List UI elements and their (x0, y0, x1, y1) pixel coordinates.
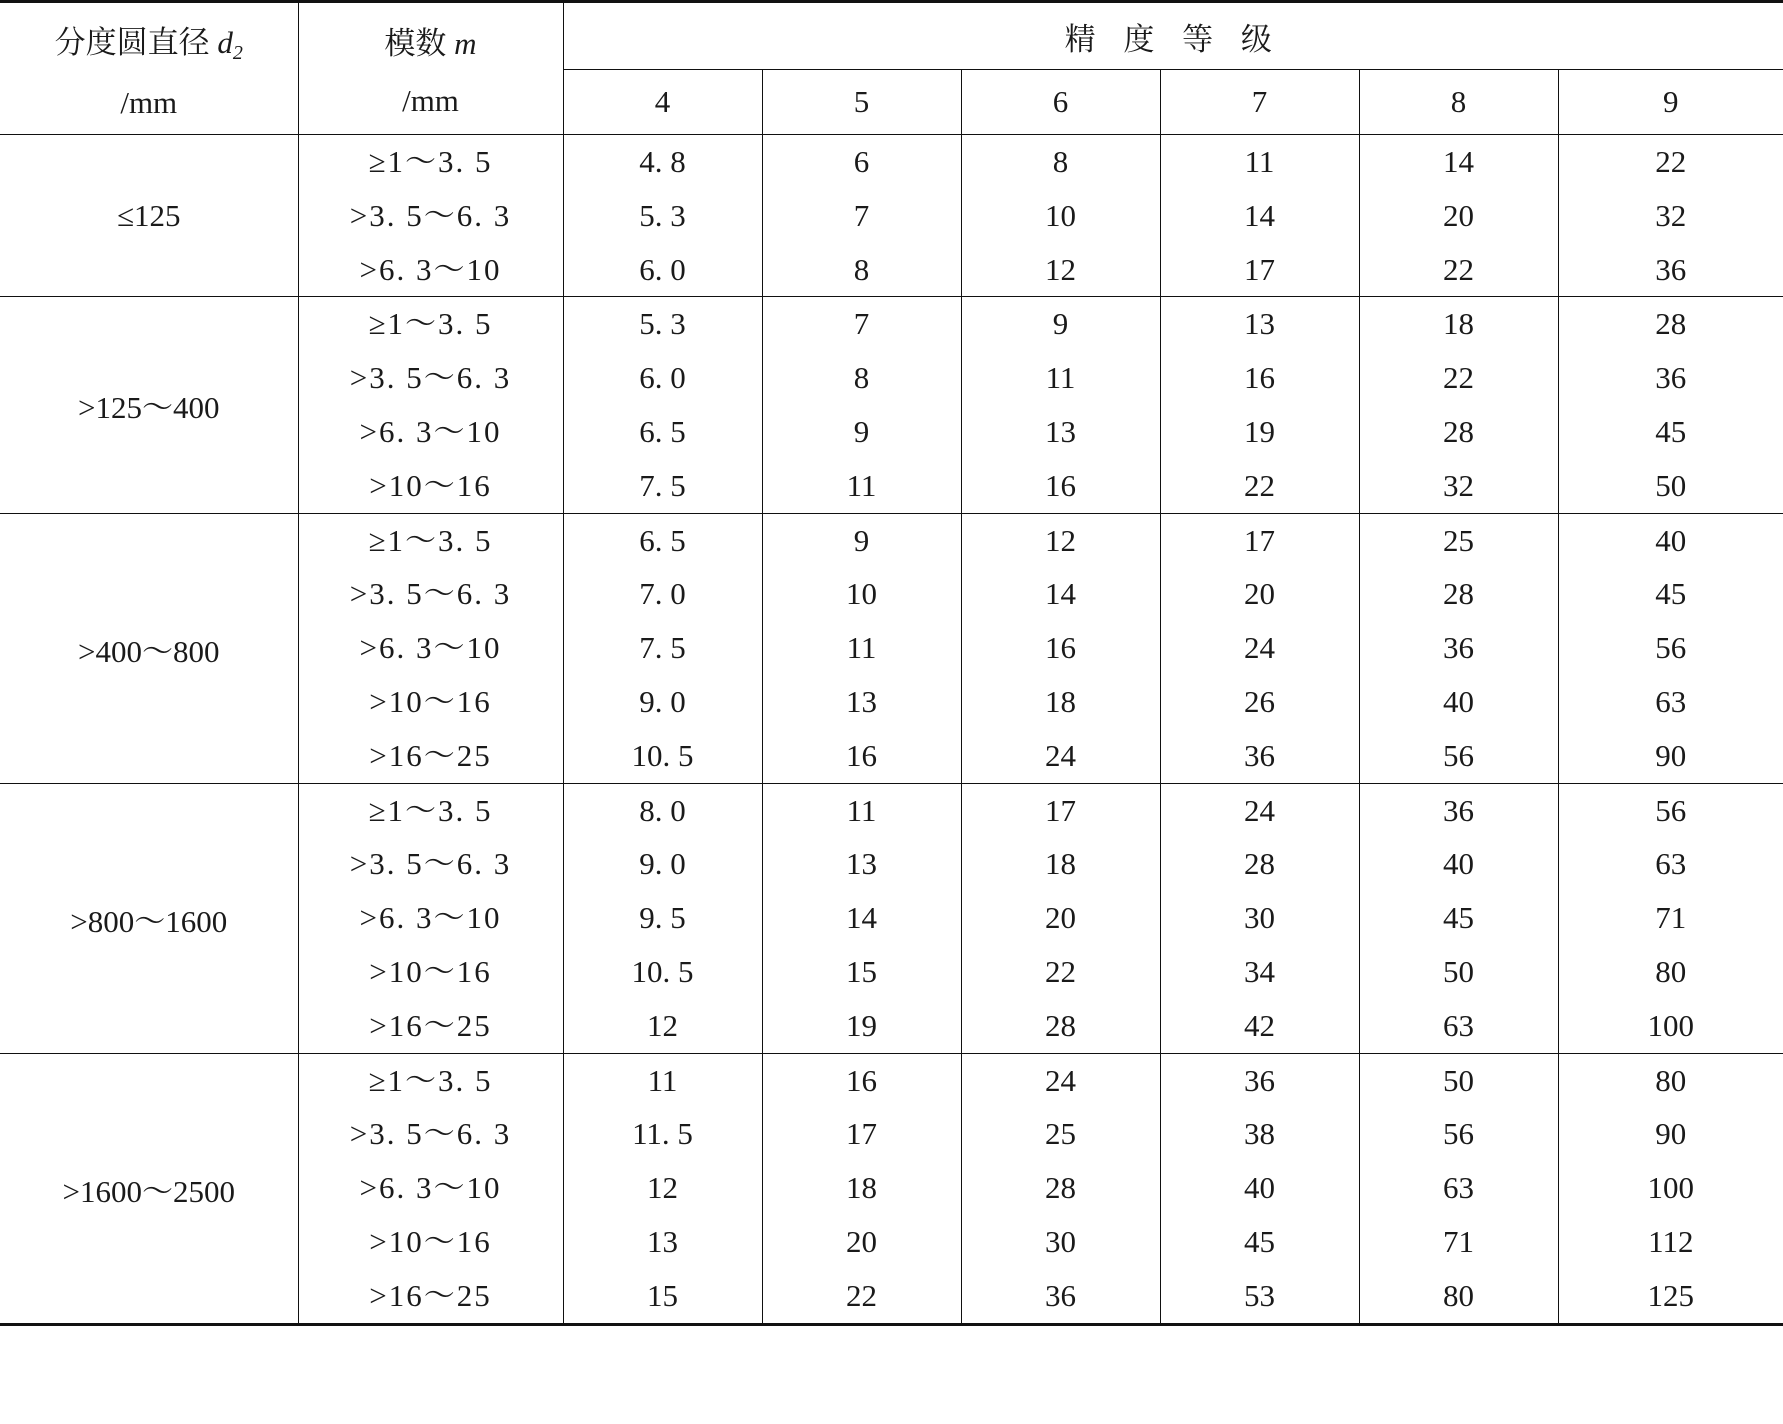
grade-6-stack (962, 297, 1160, 512)
grade-7-stack (1161, 784, 1359, 1053)
grade-5-value: 9 (853, 522, 870, 558)
grade-5-stack (763, 514, 961, 783)
table-row (0, 1053, 1783, 1324)
grade-8-value: 56 (1443, 737, 1474, 773)
module-range-value: >3. 5～6. 3 (349, 576, 512, 612)
grade-6-cell (961, 135, 1160, 297)
grade-9-value: 45 (1655, 576, 1687, 612)
grade-6-value: 24 (1045, 737, 1076, 773)
grade-5-cell (762, 135, 961, 297)
grade-8-value: 22 (1443, 360, 1474, 396)
grade-7-value: 24 (1244, 630, 1275, 666)
grade-8-cell (1359, 1053, 1558, 1324)
grade-9-stack (1559, 1054, 1783, 1323)
grade-9-value: 100 (1647, 1170, 1695, 1206)
grade-9-value: 45 (1655, 413, 1687, 449)
grade-4-value: 12 (647, 1170, 678, 1206)
diameter-cell: >400～800 (0, 513, 298, 783)
grade-9-value: 36 (1655, 360, 1687, 396)
module-range-value: ≥1～3. 5 (368, 522, 493, 558)
module-range-cell (298, 1053, 563, 1324)
grade-9-value: 56 (1655, 792, 1687, 828)
module-symbol: m (454, 26, 477, 61)
grade-4-value: 8. 0 (639, 792, 686, 828)
grade-6-cell (961, 297, 1160, 513)
diameter-cell: ≤125 (0, 135, 298, 297)
module-range-stack (299, 784, 563, 1053)
grade-7-value: 45 (1244, 1223, 1275, 1259)
grade-5-cell (762, 783, 961, 1053)
grade-4-stack (564, 135, 762, 296)
grade-header-6: 6 (961, 70, 1160, 135)
module-range-value: >6. 3～10 (359, 900, 502, 936)
module-range-value: ≥1～3. 5 (368, 792, 493, 828)
grade-5-value: 13 (846, 683, 877, 719)
grade-7-stack (1161, 135, 1359, 296)
module-range-value: >3. 5～6. 3 (349, 197, 512, 233)
grade-8-value: 71 (1443, 1223, 1474, 1259)
grade-8-value: 28 (1443, 413, 1474, 449)
grade-4-cell (563, 1053, 762, 1324)
grade-6-value: 28 (1045, 1170, 1076, 1206)
grade-9-stack (1559, 135, 1783, 296)
grade-6-value: 16 (1045, 630, 1076, 666)
grade-6-value: 25 (1045, 1116, 1076, 1152)
module-range-stack (299, 1054, 563, 1323)
grade-header-7: 7 (1160, 70, 1359, 135)
grade-7-value: 30 (1244, 900, 1275, 936)
grade-7-value: 11 (1244, 144, 1275, 179)
grade-6-value: 17 (1045, 792, 1076, 828)
table-body (0, 135, 1783, 1325)
module-range-cell (298, 513, 563, 783)
grade-8-value: 18 (1443, 306, 1474, 342)
grade-5-value: 14 (846, 900, 877, 936)
grade-5-value: 6 (853, 144, 870, 179)
module-range-value: >3. 5～6. 3 (349, 1116, 512, 1152)
table-row (0, 135, 1783, 297)
diameter-subscript: 2 (232, 41, 243, 64)
grade-4-value: 7. 5 (639, 630, 686, 666)
grade-7-value: 19 (1244, 413, 1275, 449)
grade-5-value: 11 (846, 792, 877, 828)
grade-4-cell (563, 783, 762, 1053)
module-header-label (299, 18, 563, 63)
diameter-cell: >125～400 (0, 297, 298, 513)
module-range-cell (298, 297, 563, 513)
grade-7-cell (1160, 513, 1359, 783)
grade-8-value: 28 (1443, 576, 1474, 612)
grade-9-value: 90 (1655, 737, 1687, 773)
grade-7-value: 17 (1244, 251, 1275, 287)
grade-9-stack (1559, 514, 1783, 783)
grade-7-stack (1161, 1054, 1359, 1323)
grade-4-stack (564, 297, 762, 512)
grade-6-value: 24 (1045, 1062, 1076, 1098)
grade-header-8: 8 (1359, 70, 1558, 135)
module-range-value: ≥1～3. 5 (368, 306, 493, 342)
table-row (0, 783, 1783, 1053)
grade-9-value: 63 (1655, 683, 1687, 719)
module-range-value: >16～25 (369, 1007, 492, 1043)
module-range-stack (299, 135, 563, 296)
grade-7-stack (1161, 514, 1359, 783)
grade-8-stack (1360, 135, 1558, 296)
grade-7-value: 38 (1244, 1116, 1275, 1152)
grade-9-stack (1559, 297, 1783, 512)
grade-8-value: 50 (1443, 1062, 1474, 1098)
grade-8-value: 36 (1443, 630, 1474, 666)
grade-6-value: 13 (1045, 413, 1076, 449)
module-range-value: >10～16 (369, 1223, 492, 1259)
grade-9-cell (1558, 513, 1783, 783)
module-range-value: ≥1～3. 5 (368, 144, 493, 179)
grade-8-stack (1360, 784, 1558, 1053)
grade-7-value: 40 (1244, 1170, 1275, 1206)
grade-7-value: 20 (1244, 576, 1275, 612)
module-range-value: >6. 3～10 (359, 630, 502, 666)
grade-7-cell (1160, 135, 1359, 297)
grade-6-cell (961, 513, 1160, 783)
grade-8-value: 36 (1443, 792, 1474, 828)
module-unit: /mm (402, 83, 459, 118)
grade-4-value: 4. 8 (639, 144, 686, 179)
grade-6-value: 12 (1045, 251, 1076, 287)
grade-6-cell (961, 1053, 1160, 1324)
grade-9-value: 40 (1655, 522, 1687, 558)
grade-4-value: 13 (647, 1223, 678, 1259)
grade-4-stack (564, 1054, 762, 1323)
grade-5-value: 19 (846, 1007, 877, 1043)
grade-5-value: 8 (853, 251, 870, 287)
grade-8-value: 32 (1443, 467, 1474, 503)
grade-9-value: 28 (1655, 306, 1687, 342)
grade-9-value: 112 (1648, 1223, 1694, 1259)
grade-7-value: 34 (1244, 953, 1275, 989)
table-row (0, 297, 1783, 513)
grade-8-stack (1360, 1054, 1558, 1323)
grade-6-value: 9 (1052, 306, 1069, 342)
grade-5-value: 9 (853, 413, 870, 449)
grade-8-value: 40 (1443, 846, 1474, 882)
grade-5-value: 22 (846, 1277, 877, 1313)
grade-5-stack (763, 784, 961, 1053)
module-range-cell (298, 783, 563, 1053)
grade-8-value: 50 (1443, 953, 1474, 989)
module-range-value: >6. 3～10 (359, 413, 502, 449)
grade-9-cell (1558, 1053, 1783, 1324)
grade-7-value: 28 (1244, 846, 1275, 882)
header-row-1 (0, 2, 1783, 70)
diameter-header (0, 2, 298, 135)
table-header (0, 2, 1783, 135)
grade-4-value: 6. 0 (639, 251, 686, 287)
module-range-stack (299, 297, 563, 512)
module-header (298, 2, 563, 135)
diameter-cell: >800～1600 (0, 783, 298, 1053)
grade-7-value: 24 (1244, 792, 1275, 828)
grade-4-value: 9. 0 (639, 846, 686, 882)
grade-7-cell (1160, 297, 1359, 513)
grade-7-value: 13 (1244, 306, 1275, 342)
grade-5-value: 7 (853, 197, 870, 233)
diameter-header-label (0, 17, 298, 65)
grade-7-value: 42 (1244, 1007, 1275, 1043)
grade-7-value: 14 (1244, 197, 1275, 233)
grade-8-value: 80 (1443, 1277, 1474, 1313)
grade-4-value: 9. 0 (639, 683, 686, 719)
grade-6-stack (962, 1054, 1160, 1323)
module-range-value: ≥1～3. 5 (368, 1062, 493, 1098)
grade-7-value: 36 (1244, 1062, 1275, 1098)
grade-4-value: 11 (647, 1062, 678, 1098)
grade-8-value: 25 (1443, 522, 1474, 558)
module-range-value: >3. 5～6. 3 (349, 846, 512, 882)
module-label-text: 模数 (384, 26, 447, 61)
grade-5-value: 16 (846, 737, 877, 773)
grade-8-cell (1359, 297, 1558, 513)
grade-6-value: 28 (1045, 1007, 1076, 1043)
grade-5-value: 11 (846, 630, 877, 666)
diameter-label-text: 分度圆直径 (54, 24, 210, 60)
module-range-value: >10～16 (369, 467, 492, 503)
grade-7-value: 22 (1244, 467, 1275, 503)
grade-5-cell (762, 297, 961, 513)
grade-8-value: 20 (1443, 197, 1474, 233)
grade-8-value: 22 (1443, 251, 1474, 287)
module-range-value: >3. 5～6. 3 (349, 360, 512, 396)
grade-9-value: 50 (1655, 467, 1687, 503)
grade-9-value: 80 (1655, 1062, 1687, 1098)
grade-8-value: 63 (1443, 1007, 1474, 1043)
grade-4-cell (563, 135, 762, 297)
grade-9-stack (1559, 784, 1783, 1053)
grade-9-value: 32 (1655, 197, 1687, 233)
grade-5-stack (763, 297, 961, 512)
grade-6-cell (961, 783, 1160, 1053)
grade-4-value: 15 (647, 1277, 678, 1313)
grade-4-stack (564, 514, 762, 783)
grade-5-value: 11 (846, 467, 877, 503)
module-range-value: >16～25 (369, 737, 492, 773)
module-range-value: >10～16 (369, 953, 492, 989)
grade-header-5: 5 (762, 70, 961, 135)
diameter-unit: /mm (120, 84, 178, 120)
grade-6-value: 36 (1045, 1277, 1076, 1313)
grade-9-value: 90 (1655, 1116, 1687, 1152)
table-row (0, 513, 1783, 783)
grade-7-value: 16 (1244, 360, 1275, 396)
grade-6-value: 20 (1045, 900, 1076, 936)
grade-4-value: 7. 5 (639, 467, 686, 503)
grade-6-value: 11 (1045, 360, 1076, 396)
grade-5-value: 20 (846, 1223, 877, 1259)
grade-4-value: 5. 3 (639, 306, 686, 342)
grade-9-cell (1558, 297, 1783, 513)
grade-8-value: 63 (1443, 1170, 1474, 1206)
grade-9-value: 71 (1655, 900, 1687, 936)
grade-6-value: 16 (1045, 467, 1076, 503)
grade-4-value: 7. 0 (639, 576, 686, 612)
grade-8-cell (1359, 783, 1558, 1053)
grade-7-cell (1160, 783, 1359, 1053)
grade-5-value: 18 (846, 1170, 877, 1206)
grade-8-value: 14 (1443, 144, 1474, 179)
grade-4-value: 10. 5 (631, 737, 694, 773)
module-range-stack (299, 514, 563, 783)
grade-4-cell (563, 513, 762, 783)
module-range-value: >6. 3～10 (359, 251, 502, 287)
grade-6-stack (962, 135, 1160, 296)
grade-6-stack (962, 514, 1160, 783)
grade-4-value: 10. 5 (631, 953, 694, 989)
grade-9-value: 22 (1655, 144, 1687, 179)
grade-5-stack (763, 135, 961, 296)
grade-4-stack (564, 784, 762, 1053)
grade-8-stack (1360, 297, 1558, 512)
grade-9-value: 125 (1647, 1277, 1695, 1313)
grade-9-value: 36 (1655, 251, 1687, 287)
module-range-value: >16～25 (369, 1277, 492, 1313)
grade-5-value: 10 (846, 576, 877, 612)
grade-5-value: 7 (853, 306, 870, 342)
grade-7-value: 17 (1244, 522, 1275, 558)
grade-4-value: 6. 0 (639, 360, 686, 396)
grade-8-value: 56 (1443, 1116, 1474, 1152)
grade-9-value: 56 (1655, 630, 1687, 666)
grade-5-cell (762, 1053, 961, 1324)
grade-6-value: 18 (1045, 683, 1076, 719)
grade-8-cell (1359, 135, 1558, 297)
grade-8-value: 45 (1443, 900, 1474, 936)
grade-7-value: 53 (1244, 1277, 1275, 1313)
grade-5-stack (763, 1054, 961, 1323)
grade-7-cell (1160, 1053, 1359, 1324)
grade-4-value: 11. 5 (632, 1116, 693, 1152)
grade-header-9: 9 (1558, 70, 1783, 135)
grade-6-value: 14 (1045, 576, 1076, 612)
grade-7-value: 26 (1244, 683, 1275, 719)
grade-9-value: 80 (1655, 953, 1687, 989)
grade-5-value: 13 (846, 846, 877, 882)
grade-6-stack (962, 784, 1160, 1053)
grade-5-value: 16 (846, 1062, 877, 1098)
grade-6-value: 12 (1045, 522, 1076, 558)
grade-6-value: 22 (1045, 953, 1076, 989)
grade-9-value: 63 (1655, 846, 1687, 882)
grade-6-value: 18 (1045, 846, 1076, 882)
grade-4-value: 9. 5 (639, 900, 686, 936)
grade-6-value: 10 (1045, 197, 1076, 233)
grade-9-cell (1558, 783, 1783, 1053)
grade-5-value: 15 (846, 953, 877, 989)
grade-5-cell (762, 513, 961, 783)
grade-4-cell (563, 297, 762, 513)
module-range-value: >10～16 (369, 683, 492, 719)
grade-4-value: 5. 3 (639, 197, 686, 233)
grade-7-value: 36 (1244, 737, 1275, 773)
grade-6-value: 30 (1045, 1223, 1076, 1259)
grade-8-value: 40 (1443, 683, 1474, 719)
grade-9-cell (1558, 135, 1783, 297)
grade-7-stack (1161, 297, 1359, 512)
module-range-value: >6. 3～10 (359, 1170, 502, 1206)
grade-4-value: 12 (647, 1007, 678, 1043)
grade-8-stack (1360, 514, 1558, 783)
grade-4-value: 6. 5 (639, 522, 686, 558)
diameter-symbol: d (217, 24, 233, 60)
module-range-cell (298, 135, 563, 297)
grade-5-value: 17 (846, 1116, 877, 1152)
grade-9-value: 100 (1647, 1007, 1695, 1043)
grade-title: 精 度 等 级 (1064, 21, 1282, 57)
diameter-cell: >1600～2500 (0, 1053, 298, 1324)
grade-5-value: 8 (853, 360, 870, 396)
grade-4-value: 6. 5 (639, 413, 686, 449)
grade-header-4: 4 (563, 70, 762, 135)
grade-6-value: 8 (1052, 144, 1069, 179)
grade-8-cell (1359, 513, 1558, 783)
